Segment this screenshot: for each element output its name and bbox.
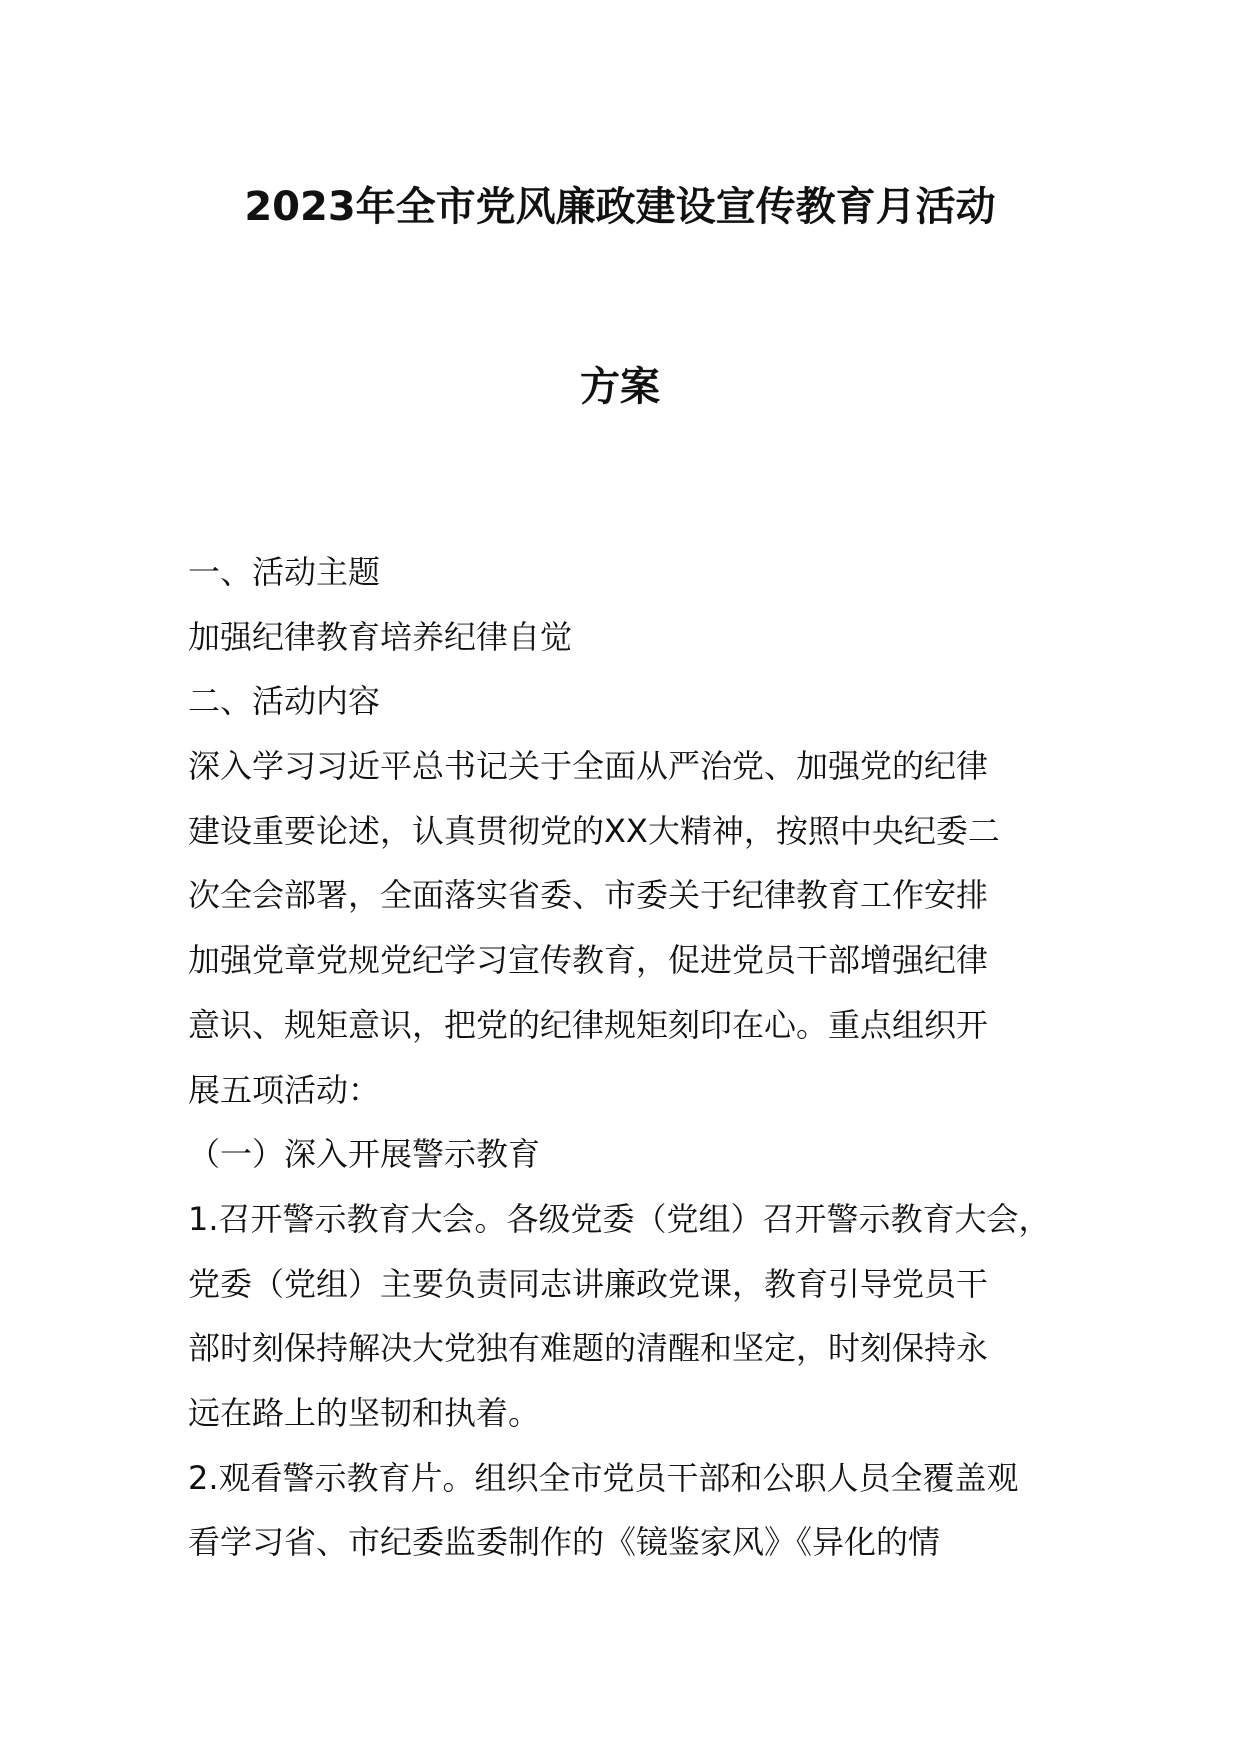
- body-line: 党委（党组）主要负责同志讲廉政党课，教育引导党员干: [188, 1264, 989, 1303]
- body-line: 展五项活动：: [188, 1070, 381, 1109]
- section-heading-content: 二、活动内容: [188, 682, 381, 721]
- body-line: 深入学习习近平总书记关于全面从严治党、加强党的纪律: [188, 747, 989, 786]
- subsection-heading-warning-education: （一）深入开展警示教育: [188, 1135, 541, 1174]
- body-line: 部时刻保持解决大党独有难题的清醒和坚定，时刻保持永: [188, 1329, 989, 1368]
- document-title-line-2: 方案: [580, 364, 660, 410]
- document-body: [188, 540, 1068, 1575]
- body-line: 2.观看警示教育片。组织全市党员干部和公职人员全覆盖观: [188, 1458, 1019, 1497]
- body-line: 次全会部署，全面落实省委、市委关于纪律教育工作安排: [188, 876, 989, 915]
- body-line: 建设重要论述，认真贯彻党的XX大精神，按照中央纪委二: [188, 811, 1000, 850]
- body-line: 1.召开警示教育大会。各级党委（党组）召开警示教育大会，: [188, 1199, 1051, 1238]
- document-title-line-1: 2023年全市党风廉政建设宣传教育月活动: [244, 184, 996, 230]
- body-line: 意识、规矩意识，把党的纪律规矩刻印在心。重点组织开: [188, 1005, 989, 1044]
- body-line: 远在路上的坚韧和执着。: [188, 1393, 541, 1432]
- body-line: 加强纪律教育培养纪律自觉: [188, 617, 573, 656]
- body-line: 看学习省、市纪委监委制作的《镜鉴家风》《异化的情: [188, 1523, 941, 1562]
- body-line: 加强党章党规党纪学习宣传教育，促进党员干部增强纪律: [188, 941, 989, 980]
- section-heading-theme: 一、活动主题: [188, 553, 381, 591]
